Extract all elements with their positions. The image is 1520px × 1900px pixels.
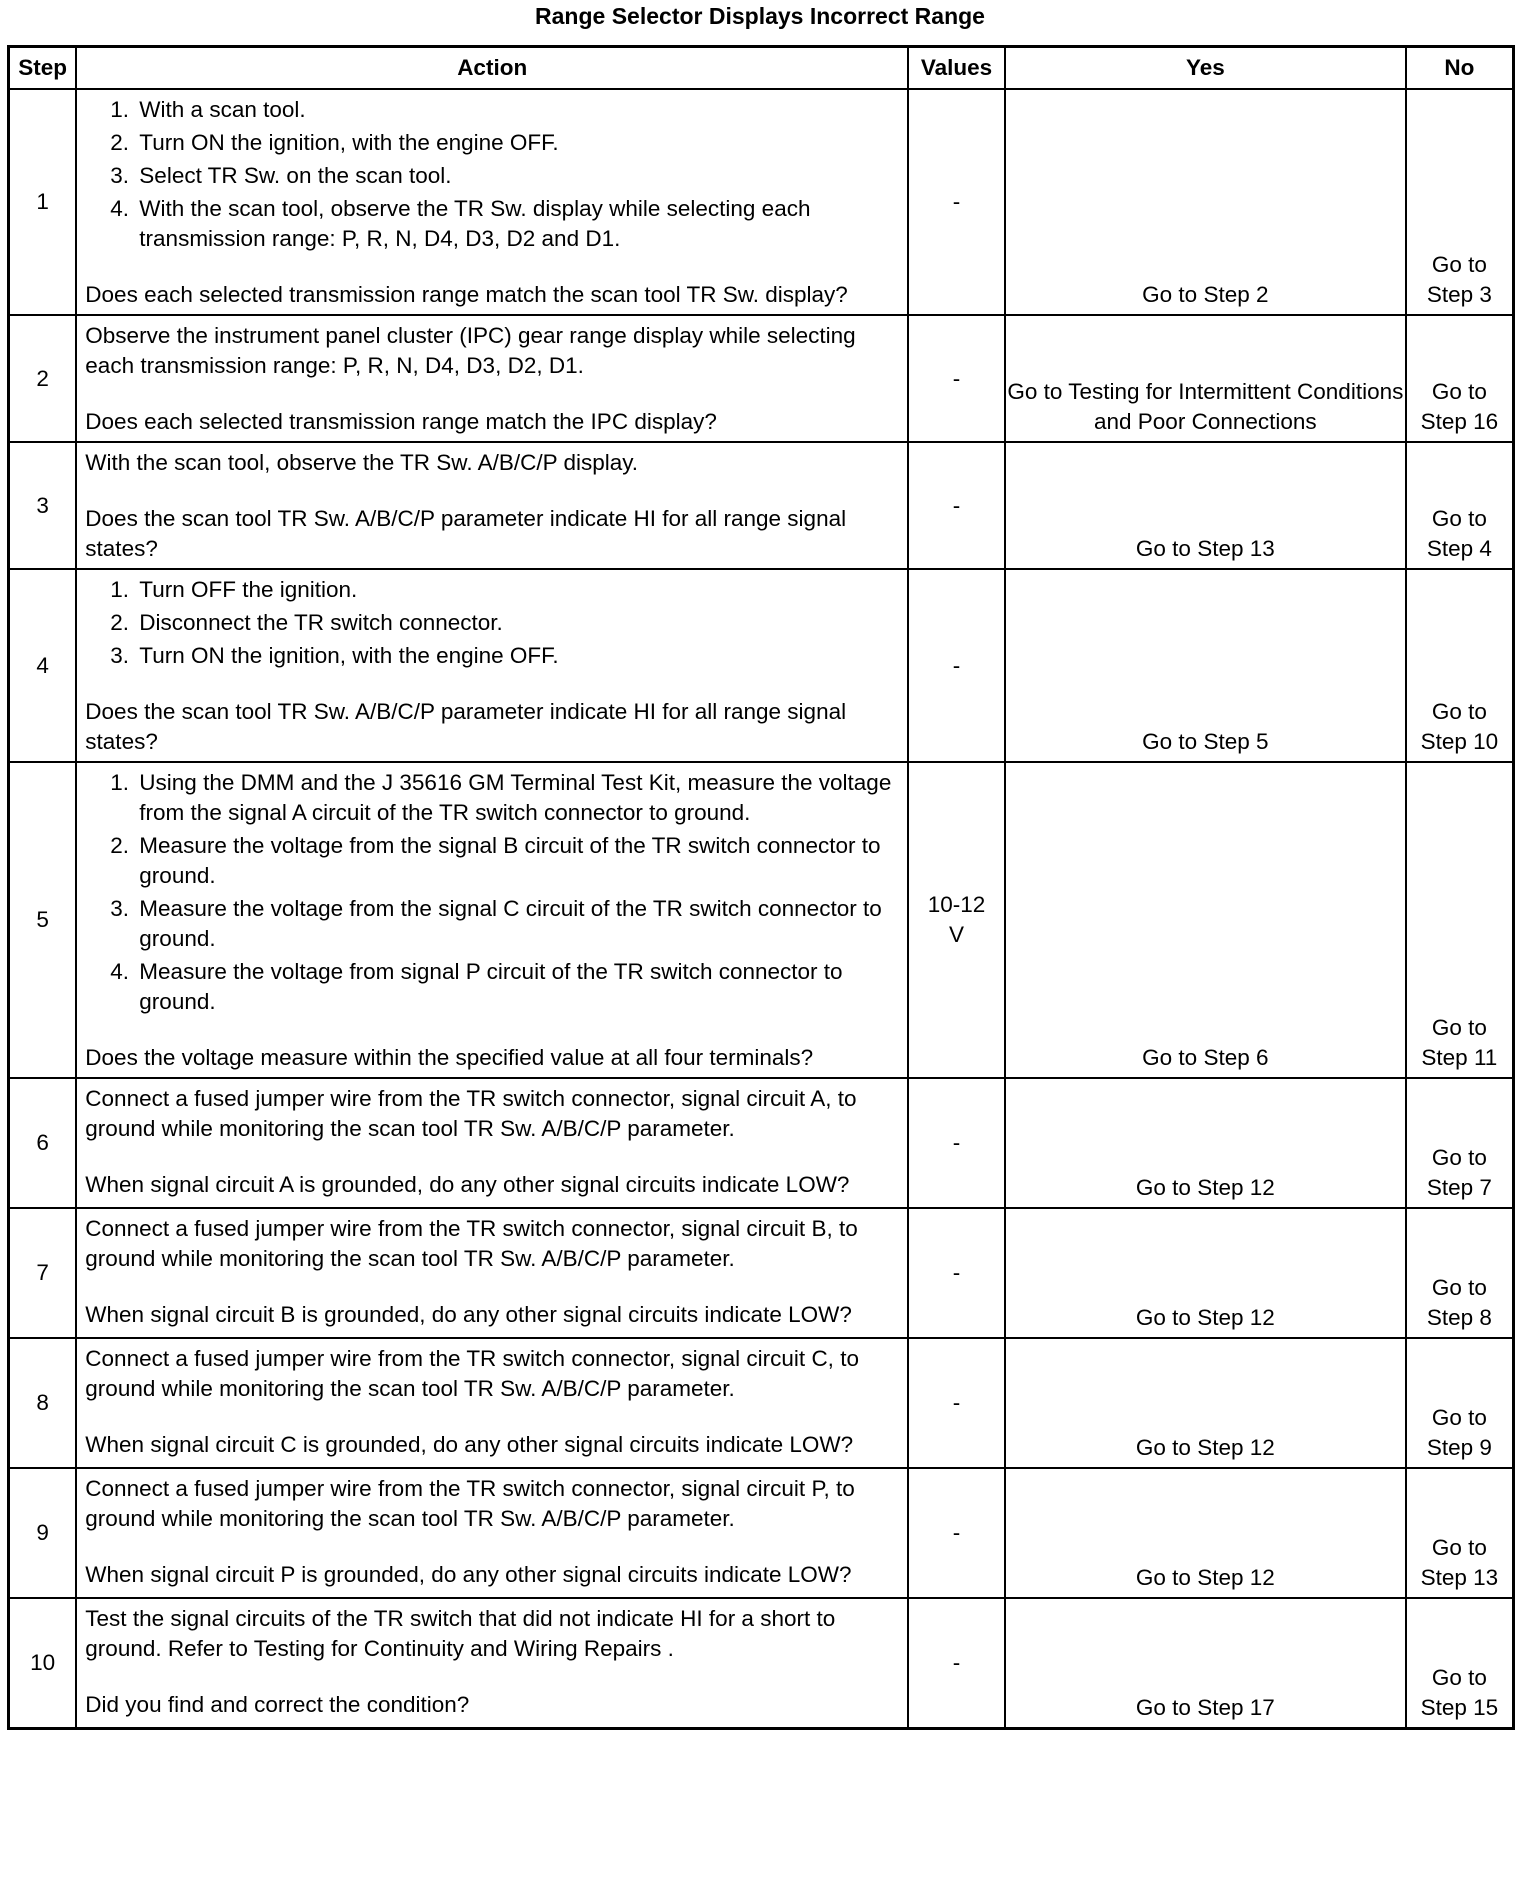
action-step: 3. Select TR Sw. on the scan tool. xyxy=(135,161,897,191)
values-cell: - xyxy=(908,315,1005,442)
step-number: 2 xyxy=(9,315,77,442)
step-number: 4 xyxy=(9,569,77,762)
no-cell: Go to Step 15 xyxy=(1406,1598,1514,1728)
action-cell xyxy=(76,762,908,1078)
values-cell: - xyxy=(908,1208,1005,1338)
action-question: When signal circuit B is grounded, do any other signal circuits indicate LOW? xyxy=(85,1302,852,1327)
header-values: Values xyxy=(908,47,1005,90)
action-steps xyxy=(85,95,897,254)
action-text: Connect a fused jumper wire from the TR switch connector, signal circuit P, to ground while monitoring the scan tool TR Sw. A/B/C/P parameter. xyxy=(85,1476,855,1531)
table-row xyxy=(9,1338,1514,1468)
step-number: 8 xyxy=(9,1338,77,1468)
action-step: 2. Measure the voltage from the signal B circuit of the TR switch connector to ground. xyxy=(135,831,897,891)
yes-cell: Go to Step 2 xyxy=(1005,89,1406,315)
yes-cell: Go to Step 12 xyxy=(1005,1468,1406,1598)
table-row xyxy=(9,762,1514,1078)
table-row xyxy=(9,1598,1514,1728)
action-cell xyxy=(76,1208,908,1338)
step-number: 1 xyxy=(9,89,77,315)
table-row xyxy=(9,1078,1514,1208)
action-step: 4. Measure the voltage from signal P circuit of the TR switch connector to ground. xyxy=(135,957,897,1017)
table-row xyxy=(9,315,1514,442)
header-step: Step xyxy=(9,47,77,90)
table-row xyxy=(9,89,1514,315)
action-question: Did you find and correct the condition? xyxy=(85,1692,470,1717)
yes-cell: Go to Step 12 xyxy=(1005,1208,1406,1338)
table-row xyxy=(9,1468,1514,1598)
header-no: No xyxy=(1406,47,1514,90)
action-question: Does each selected transmission range match the scan tool TR Sw. display? xyxy=(85,282,848,307)
values-cell: - xyxy=(908,1338,1005,1468)
yes-cell: Go to Step 6 xyxy=(1005,762,1406,1078)
no-cell: Go to Step 9 xyxy=(1406,1338,1514,1468)
yes-cell: Go to Step 13 xyxy=(1005,442,1406,569)
values-cell: - xyxy=(908,1078,1005,1208)
values-cell: - xyxy=(908,442,1005,569)
action-step: 1. Turn OFF the ignition. xyxy=(135,575,897,605)
action-cell xyxy=(76,1598,908,1728)
values-cell: - xyxy=(908,1598,1005,1728)
table-title: Range Selector Displays Incorrect Range xyxy=(535,3,985,29)
no-cell: Go to Step 16 xyxy=(1406,315,1514,442)
action-step: 1. With a scan tool. xyxy=(135,95,897,125)
action-question: When signal circuit P is grounded, do any other signal circuits indicate LOW? xyxy=(85,1562,852,1587)
action-text: With the scan tool, observe the TR Sw. A/B/C/P display. xyxy=(85,450,639,475)
action-steps xyxy=(85,575,897,671)
no-cell: Go to Step 13 xyxy=(1406,1468,1514,1598)
action-step: 2. Turn ON the ignition, with the engine OFF. xyxy=(135,128,897,158)
action-cell xyxy=(76,569,908,762)
diagnostic-table xyxy=(7,45,1515,1730)
values-cell: - xyxy=(908,1468,1005,1598)
action-text: Connect a fused jumper wire from the TR switch connector, signal circuit B, to ground while monitoring the scan tool TR Sw. A/B/C/P parameter. xyxy=(85,1216,858,1271)
action-cell xyxy=(76,315,908,442)
action-question: When signal circuit C is grounded, do any other signal circuits indicate LOW? xyxy=(85,1432,854,1457)
action-step: 3. Turn ON the ignition, with the engine OFF. xyxy=(135,641,897,671)
yes-cell: Go to Step 12 xyxy=(1005,1078,1406,1208)
yes-cell: Go to Step 17 xyxy=(1005,1598,1406,1728)
action-text: Test the signal circuits of the TR switch that did not indicate HI for a short to ground. Refer to Testing for Continuity and Wiring Repairs . xyxy=(85,1606,836,1661)
action-cell xyxy=(76,442,908,569)
action-question: Does the voltage measure within the specified value at all four terminals? xyxy=(85,1045,814,1070)
action-cell xyxy=(76,89,908,315)
step-number: 10 xyxy=(9,1598,77,1728)
action-step: 2. Disconnect the TR switch connector. xyxy=(135,608,897,638)
action-cell xyxy=(76,1078,908,1208)
table-row xyxy=(9,442,1514,569)
no-cell: Go to Step 7 xyxy=(1406,1078,1514,1208)
table-row xyxy=(9,569,1514,762)
yes-cell: Go to Testing for Intermittent Conditions and Poor Connections xyxy=(1005,315,1406,442)
no-cell: Go to Step 8 xyxy=(1406,1208,1514,1338)
header-yes: Yes xyxy=(1005,47,1406,90)
header-row xyxy=(9,47,1514,90)
action-cell xyxy=(76,1338,908,1468)
no-cell: Go to Step 11 xyxy=(1406,762,1514,1078)
action-step: 1. Using the DMM and the J 35616 GM Terminal Test Kit, measure the voltage from the signal A circuit of the TR switch connector to ground. xyxy=(135,768,897,828)
values-cell: 10-12 V xyxy=(908,762,1005,1078)
action-text: Connect a fused jumper wire from the TR switch connector, signal circuit A, to ground while monitoring the scan tool TR Sw. A/B/C/P parameter. xyxy=(85,1086,857,1141)
no-cell: Go to Step 10 xyxy=(1406,569,1514,762)
action-question: Does each selected transmission range match the IPC display? xyxy=(85,409,717,434)
action-question: Does the scan tool TR Sw. A/B/C/P parameter indicate HI for all range signal states? xyxy=(85,699,847,754)
action-question: When signal circuit A is grounded, do any other signal circuits indicate LOW? xyxy=(85,1172,850,1197)
step-number: 7 xyxy=(9,1208,77,1338)
values-cell: - xyxy=(908,89,1005,315)
no-cell: Go to Step 3 xyxy=(1406,89,1514,315)
action-text: Connect a fused jumper wire from the TR switch connector, signal circuit C, to ground while monitoring the scan tool TR Sw. A/B/C/P parameter. xyxy=(85,1346,859,1401)
step-number: 6 xyxy=(9,1078,77,1208)
yes-cell: Go to Step 12 xyxy=(1005,1338,1406,1468)
step-number: 5 xyxy=(9,762,77,1078)
action-step: 4. With the scan tool, observe the TR Sw. display while selecting each transmission range: P, R, N, D4, D3, D2 and D1. xyxy=(135,194,897,254)
yes-cell: Go to Step 5 xyxy=(1005,569,1406,762)
no-cell: Go to Step 4 xyxy=(1406,442,1514,569)
values-cell: - xyxy=(908,569,1005,762)
action-steps xyxy=(85,768,897,1017)
action-text: Observe the instrument panel cluster (IPC) gear range display while selecting each transmission range: P, R, N, D4, D3, D2, D1. xyxy=(85,323,856,378)
action-cell xyxy=(76,1468,908,1598)
action-step: 3. Measure the voltage from the signal C circuit of the TR switch connector to ground. xyxy=(135,894,897,954)
step-number: 3 xyxy=(9,442,77,569)
table-row xyxy=(9,1208,1514,1338)
header-action: Action xyxy=(76,47,908,90)
step-number: 9 xyxy=(9,1468,77,1598)
action-question: Does the scan tool TR Sw. A/B/C/P parameter indicate HI for all range signal states? xyxy=(85,506,847,561)
